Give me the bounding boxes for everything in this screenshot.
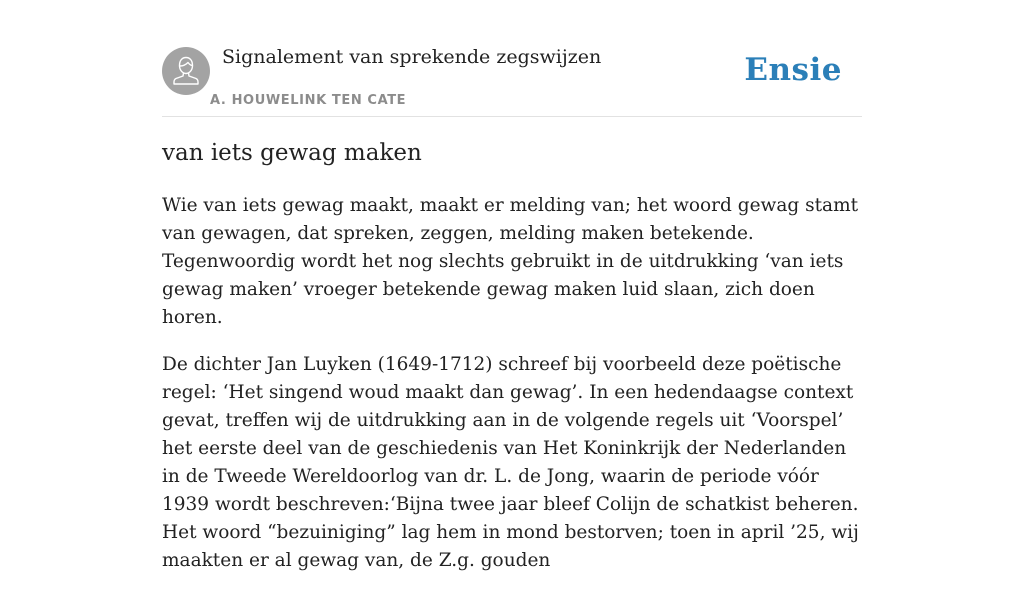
ensie-logo[interactable]: Ensie xyxy=(744,52,842,88)
book-title-link[interactable]: Signalement van sprekende zegswijzen xyxy=(222,46,602,68)
entry-header xyxy=(162,46,862,117)
paragraph: De dichter Jan Luyken (1649-1712) schreef bij voorbeeld deze poëtische regel: ‘Het singend woud maakt dan gewag’. In een hedendaagse context gevat, treffen wij de uitdrukking aan in de volgende regels uit ‘Voorspel’ het eerste deel van de geschiedenis van Het Koninkrijk der Nederlanden in de Tweede Wereldoorlog van dr. L. de Jong, waarin de periode vóór 1939 wordt beschreven:‘Bijna twee jaar bleef Colijn de schatkist beheren. Het woord “bezuiniging” lag hem in mond bestorven; toen in april ’25, wij maakten er al gewag van, de Z.g. gouden xyxy=(162,354,859,571)
entry-body xyxy=(162,192,864,594)
author-link[interactable]: A. HOUWELINK TEN CATE xyxy=(210,93,407,108)
avatar[interactable] xyxy=(162,47,210,95)
paragraph: Wie van iets gewag maakt, maakt er melding van; het woord gewag stamt van gewagen, dat spreken, zeggen, melding maken betekende. Tegenwoordig wordt het nog slechts gebruikt in de uitdrukking ‘van iets gewag maken’ vroeger betekende gewag maken luid slaan, zich doen horen. xyxy=(162,195,859,328)
entry-title: van iets gewag maken xyxy=(162,140,422,166)
user-silhouette-icon xyxy=(162,47,210,95)
